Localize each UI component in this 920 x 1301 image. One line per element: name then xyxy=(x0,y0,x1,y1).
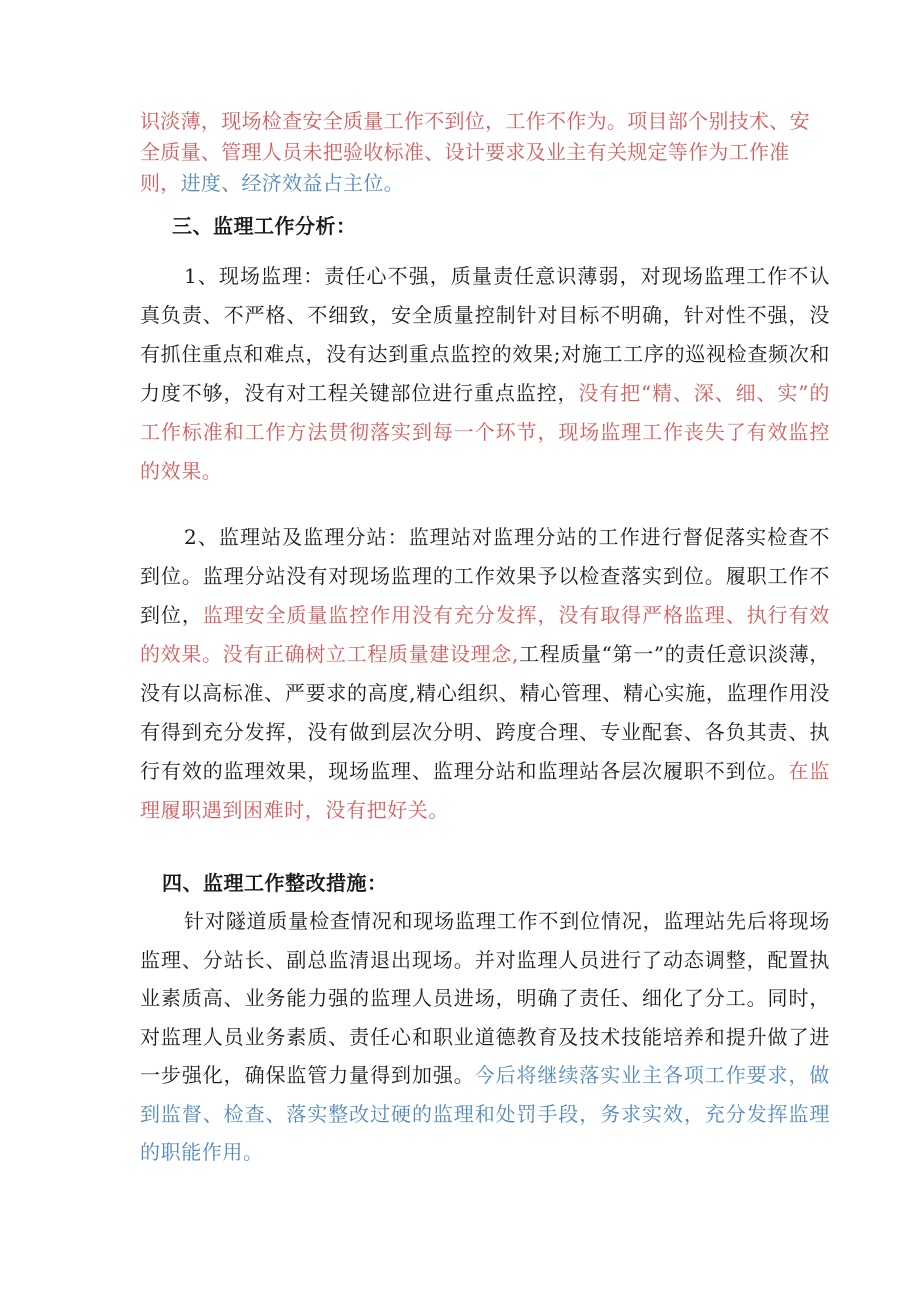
para1-black-text: 1、现场监理：责任心不强，质量责任意识薄弱，对现场监理工作不认真负责、不严格、不细致，安全质量控制针对目标不明确，针对性不强，没有抓住重点和难点，没有达到重点监控的效果;对施工工序的巡视检查频次和力度不够，没有对工程关键部位进行重点监控， xyxy=(140,264,830,405)
para2-black-text-2: 工程质量“第一”的责任意识淡薄，没有以高标准、严要求的高度,精心组织、精心管理、精心实施，监理作用没有得到充分发挥，没有做到层次分明、跨度合理、专业配套、各负其责、执行有效的监理效果，现场监理、监理分站和监理站各层次履职不到位。 xyxy=(140,642,830,783)
section-heading-rectification: 四、监理工作整改措施： xyxy=(162,871,388,895)
para2-red-text-1: 监理安全质量监控作用没有充分发挥，没有取得严格监理、执行有效的效果。没有正确树立工程质量建设理念, xyxy=(140,603,830,666)
paragraph-rectification-measures xyxy=(140,902,830,1172)
section-heading-analysis: 三、监理工作分析： xyxy=(172,214,357,238)
para2-red-text-2: 在监理履职遇到困难时，没有把好关。 xyxy=(140,759,830,822)
para3-blue-text: 今后将继续落实业主各项工作要求，做到监督、检查、落实整改过硬的监理和处罚手段，务求实效，充分发挥监理的职能作用。 xyxy=(140,1063,830,1164)
para2-black-text-1: 2、监理站及监理分站：监理站对监理分站的工作进行督促落实检查不到位。监理分站没有对现场监理的工作效果予以检查落实到位。履职工作不到位， xyxy=(140,525,830,627)
intro-paragraph xyxy=(140,106,830,199)
paragraph-site-supervision xyxy=(140,257,830,491)
intro-blue-text: 进度、经济效益占主位。 xyxy=(180,171,404,195)
para1-red-text: 没有把“精、深、细、实”的工作标准和工作方法贯彻落实到每一个环节，现场监理工作丧失了有效监控的效果。 xyxy=(140,381,830,483)
intro-red-text: 识淡薄，现场检查安全质量工作不到位，工作不作为。项目部个别技术、安全质量、管理人员未把验收标准、设计要求及业主有关规定等作为工作准则， xyxy=(140,109,810,195)
paragraph-supervision-station xyxy=(140,518,830,830)
para3-black-text: 针对隧道质量检查情况和现场监理工作不到位情况，监理站先后将现场监理、分站长、副总监清退出现场。并对监理人员进行了动态调整，配置执业素质高、业务能力强的监理人员进场，明确了责任、细化了分工。同时，对监理人员业务素质、责任心和职业道德教育及技术技能培养和提升做了进一步强化，确保监管力量得到加强。 xyxy=(140,909,830,1087)
